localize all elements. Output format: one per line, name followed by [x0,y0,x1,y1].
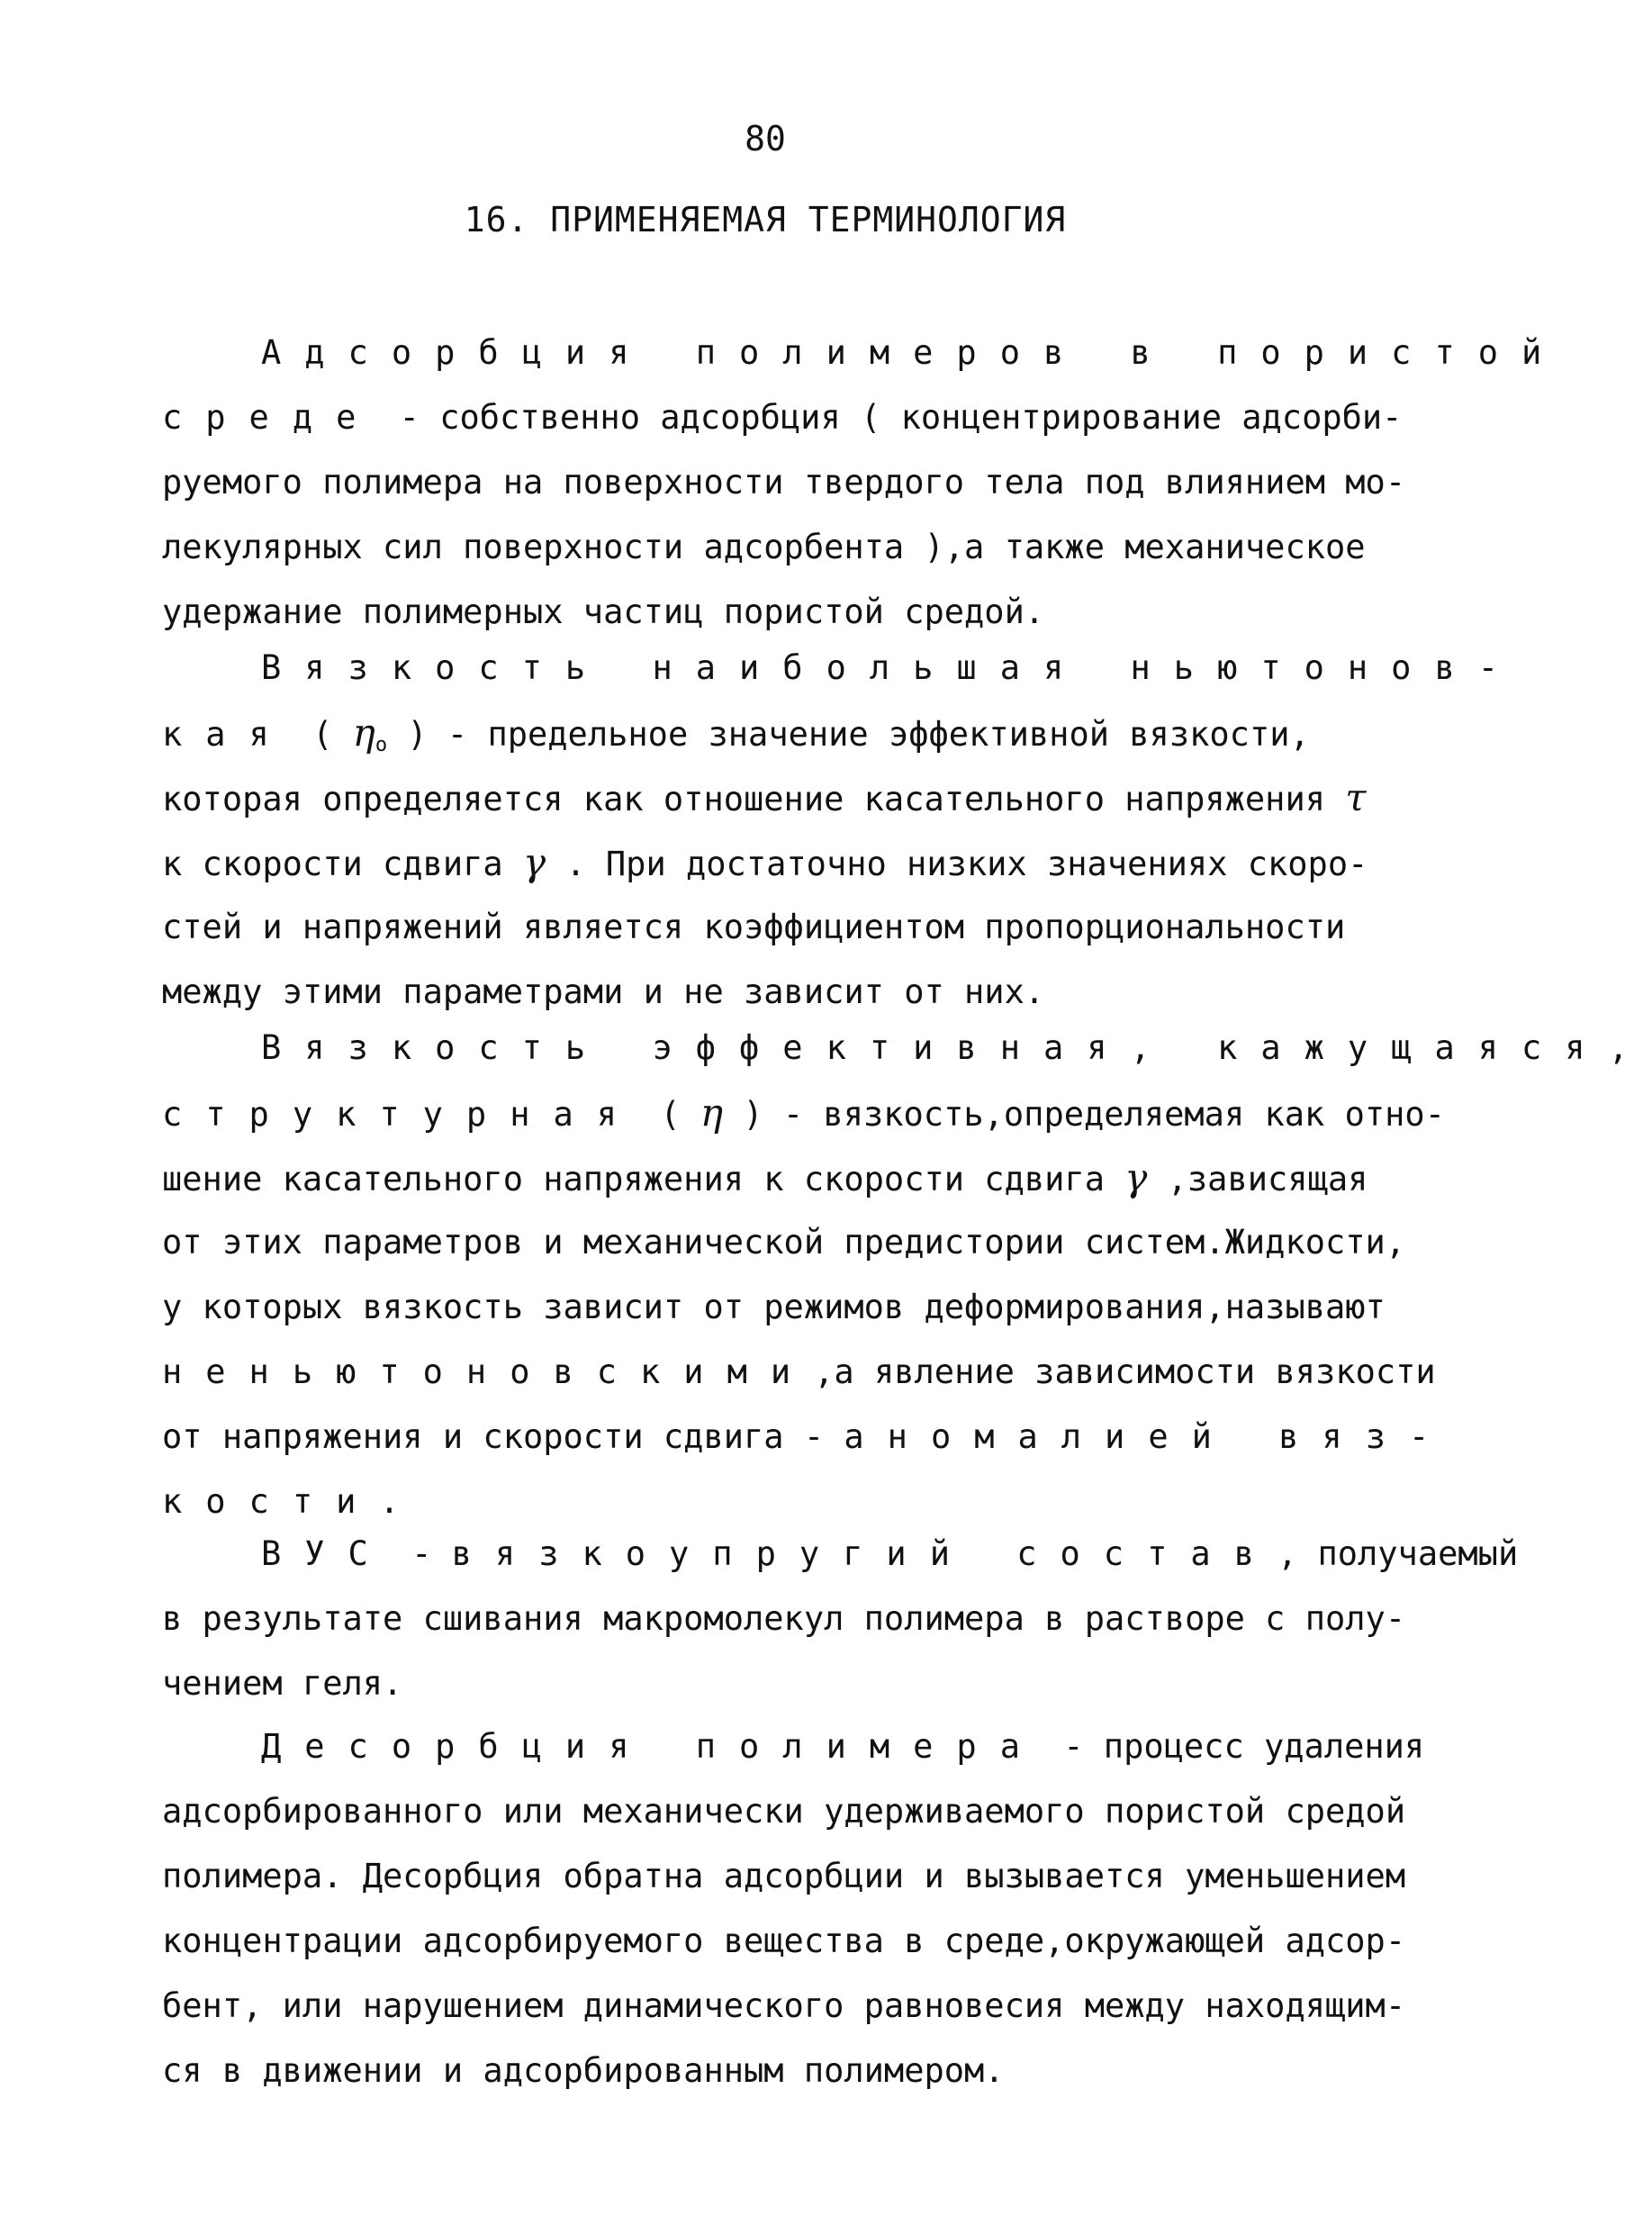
term-effective-viscosity: Вязкость эффективная, кажущаяся, [261,1028,1652,1067]
eta-zero-subscript: o [375,734,388,756]
term-max-newtonian-viscosity: Вязкость наибольшая ньютонов- [261,648,1522,687]
paragraph-effective-viscosity: Вязкость эффективная, кажущаяся, структурная ( η ) - вязкость,определяемая как отно- шение касательного напряжения к скорости сдвига γ ,зависящая от этих параметров и механической предистории систем.Жидкости, у которых вязкость зависит от режимов деформирования,называют неньютоновскими,а явление зависимости вязкости от напряжения и скорости сдвига - аномалией вяз- кости. [162,1028,1652,1521]
paragraph-vus: ВУС - вязкоупругий состав, получаемый в результате сшивания макромолекул полимера в растворе с полу- чением геля. [162,1534,1519,1703]
term-viscosity-anomaly: аномалией вяз- [844,1417,1453,1456]
page-number: 80 [745,119,786,158]
term-desorption: Десорбция полимера [261,1727,1043,1766]
paragraph-desorption: Десорбция полимера - процесс удаления адсорбированного или механически удерживаемого пористой средой полимера. Десорбция обратна адсорбции и вызывается уменьшением концентрации адсорбируемого вещества в среде,окружающей адсор- бент, или нарушением динамического равновесия между находящим- ся в движении и адсорбированным полимером. [162,1727,1425,2090]
term-viscoelastic-composition: вязкоупругий состав [451,1534,1277,1573]
tau-symbol: τ [1345,775,1367,819]
section-heading: 16. ПРИМЕНЯЕМАЯ ТЕРМИНОЛОГИЯ [464,200,1067,240]
gamma-symbol: γ [522,840,546,884]
term-non-newtonian: неньютоновскими [162,1352,815,1391]
term-adsorption: Адсорбция полимеров в пористой [261,333,1566,372]
term-structural: структурная [162,1095,641,1134]
paragraph-adsorption: Адсорбция полимеров в пористой среде - собственно адсорбция ( концентрирование адсорби- руемого полимера на поверхности твердого тела под влиянием мо- лекулярных сил поверхности адсорбента ),а также механическое удержание полимерных частиц пористой средой. [162,333,1566,631]
term-max-newtonian-viscosity-cont: кая [162,715,293,754]
term-viscosity-anomaly-cont: кости [162,1482,380,1521]
term-adsorption-cont: среде [162,398,380,437]
gamma-symbol: γ [1124,1155,1148,1199]
eta-zero-symbol: η [352,710,375,755]
term-vus: ВУС [261,1534,392,1573]
paragraph-newtonian-viscosity: Вязкость наибольшая ньютонов- кая ( $\eta_o$ ) - предельное значение эффективной вязкости, которая определяется как отношение касательного напряжения τ к скорости сдвига γ . При достаточно низких значениях скоро- стей и напряжений является коэффициентом пропорциональности между этими параметрами и не зависит от них. [162,648,1522,1011]
eta-symbol: η [700,1090,724,1135]
